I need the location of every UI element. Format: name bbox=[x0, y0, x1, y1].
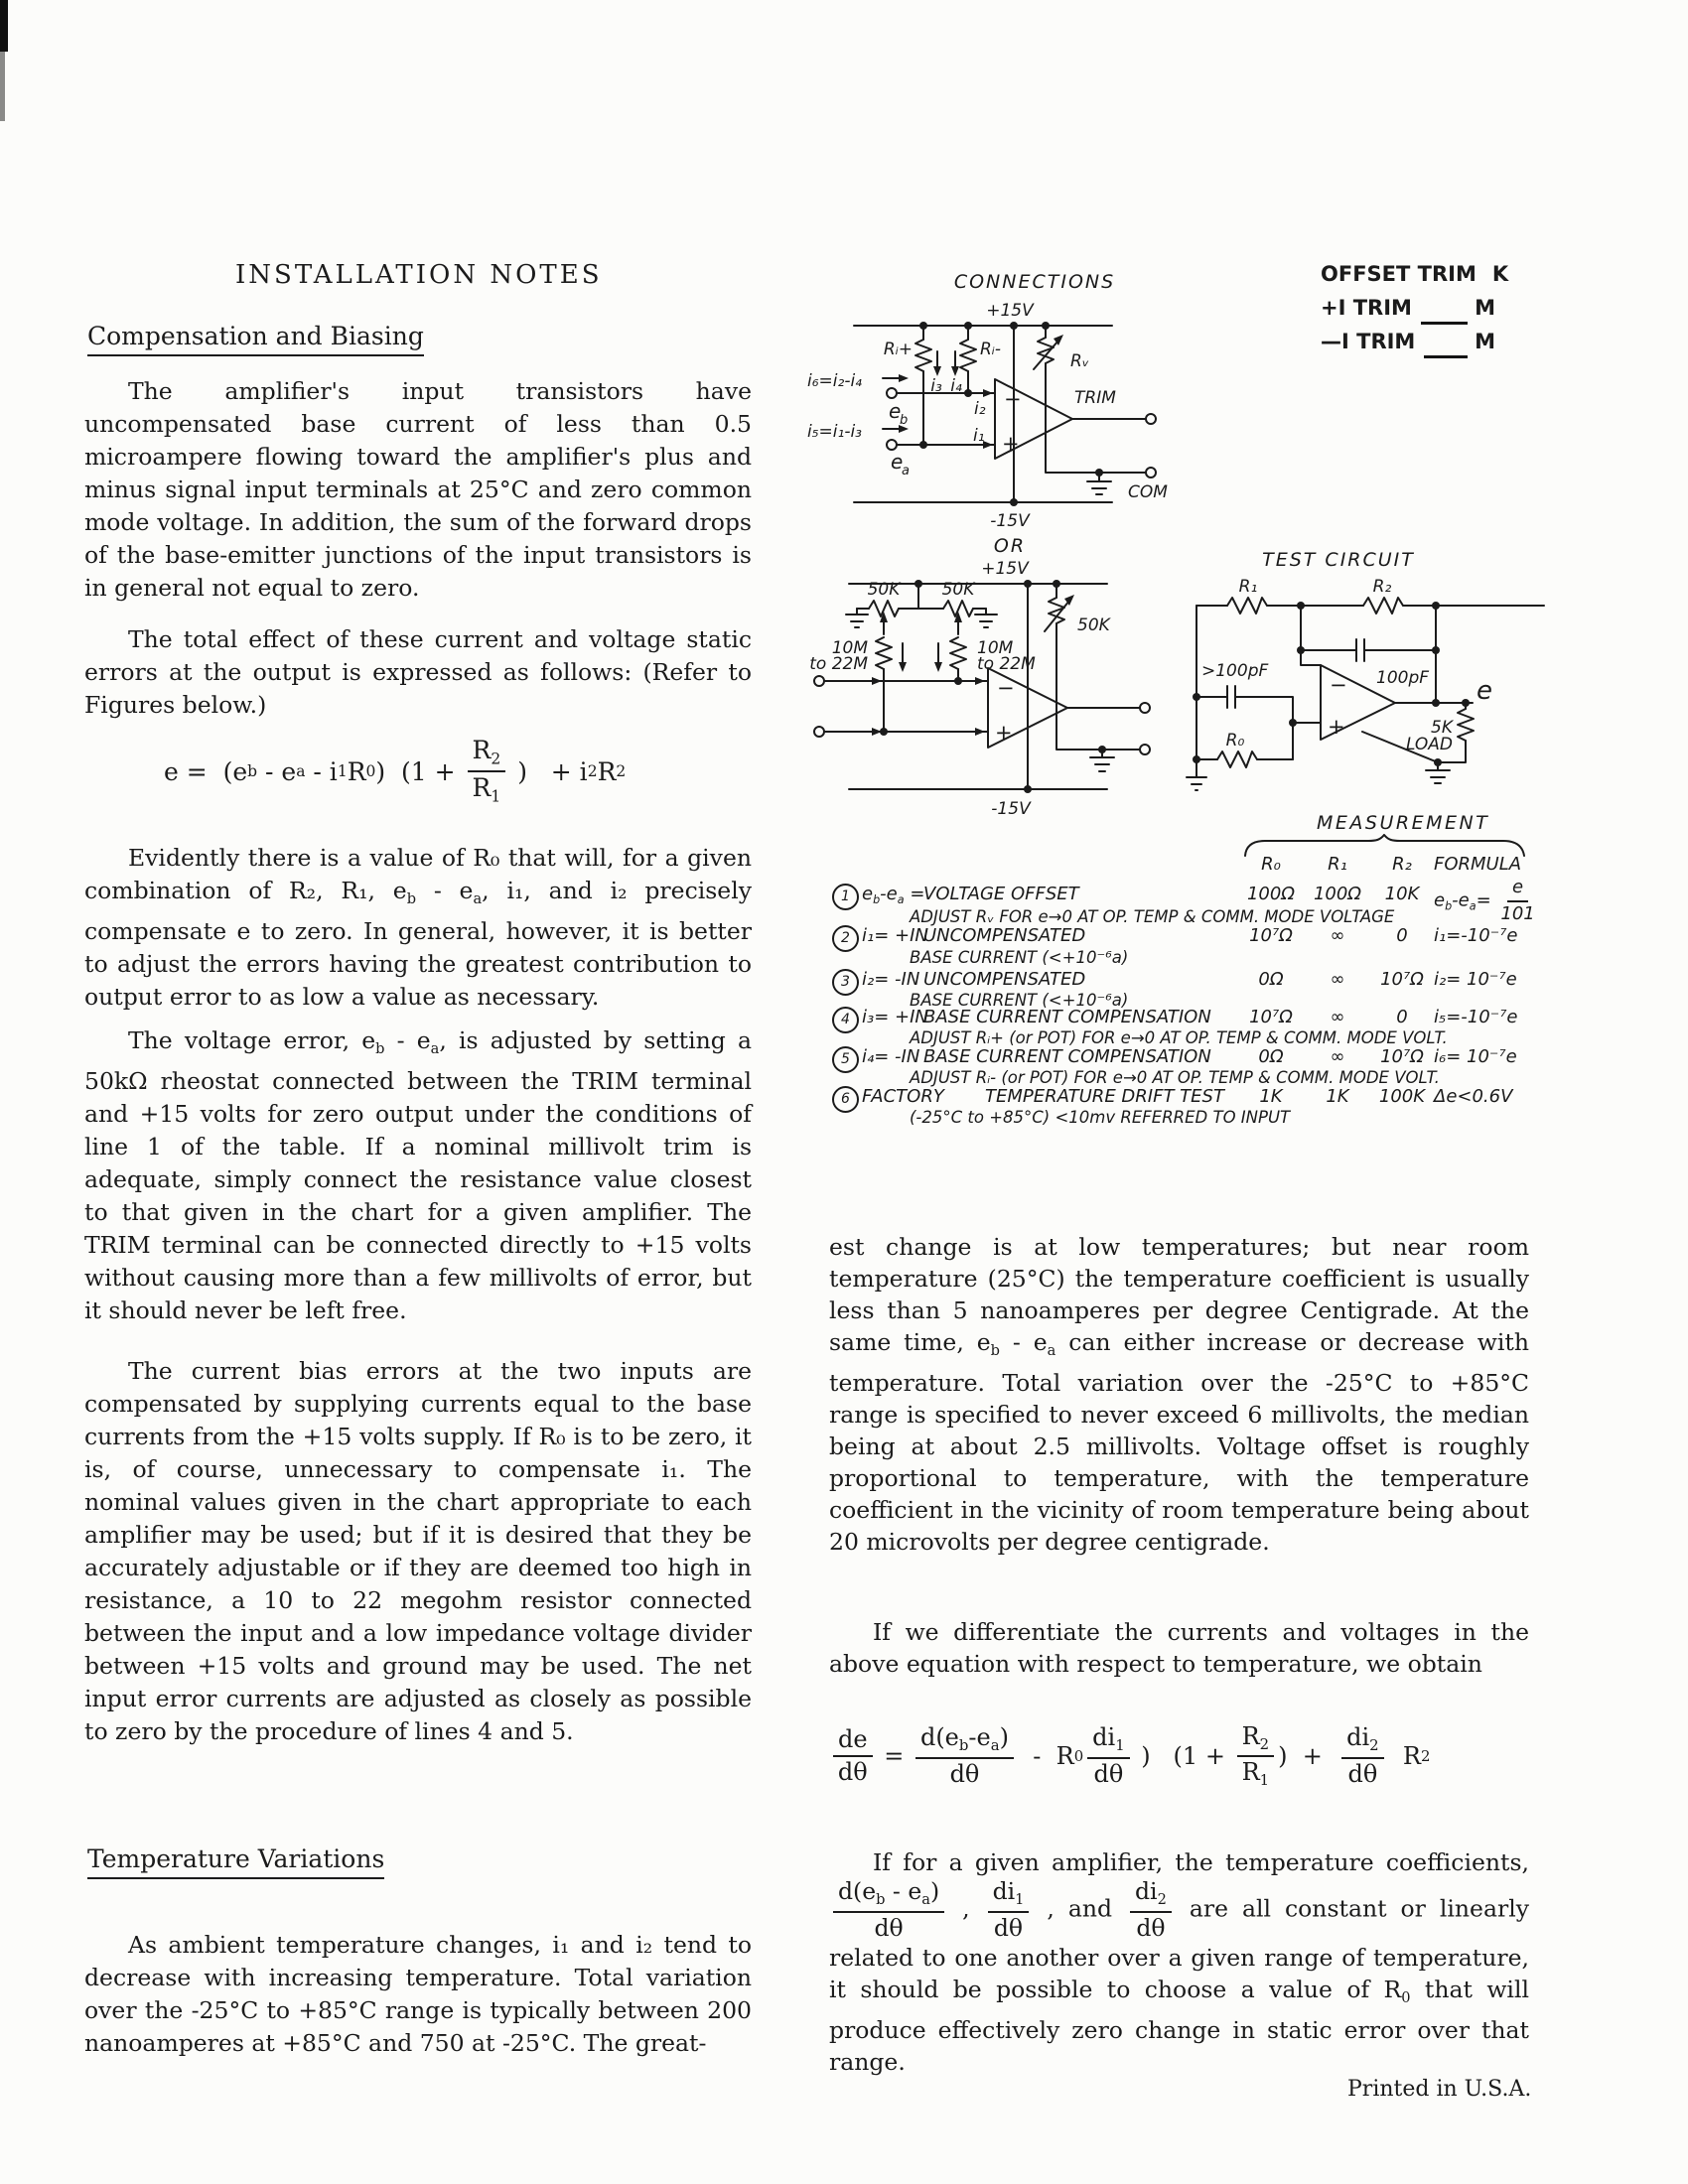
com-terminal-label: COM bbox=[1128, 482, 1168, 502]
minus-i-trim-unit: M bbox=[1475, 330, 1495, 353]
row-symbol: i₂= -IN bbox=[862, 969, 920, 990]
row-description-2: BASE CURRENT (<+10⁻⁶a) bbox=[910, 991, 1129, 1010]
res-right-value-2: to 22M bbox=[977, 654, 1036, 674]
r2-value: 0 bbox=[1396, 925, 1408, 946]
row-number: 5 bbox=[832, 1046, 859, 1073]
eb-input-label: e bbox=[889, 399, 902, 423]
minus15v-label: -15V bbox=[991, 799, 1031, 819]
row-description-2: BASE CURRENT (<+10⁻⁶a) bbox=[910, 948, 1129, 967]
r1-label: R₁ bbox=[1238, 577, 1258, 597]
opamp-minus-sign: − bbox=[997, 676, 1015, 700]
r1-value: ∞ bbox=[1330, 925, 1345, 946]
col-header-r0: R₀ bbox=[1261, 854, 1281, 875]
paragraph-4: The voltage error, $e_b - e_a$, is adjusted by setting a 50kΩ rheostat connected between the TRIM terminal and +15 volts for zero output under the conditions of line 1 of the table. If a nominal millivolt trim is adequate, simply connect the resistance value closest to that given in the chart for a given amplifier. The TRIM terminal can be connected directly to +15 volts without causing more than a few millivolts of error, but it should never be left free. bbox=[84, 1026, 752, 1325]
page-title: INSTALLATION NOTES bbox=[235, 260, 603, 290]
res-left-value-2: to 22M bbox=[809, 654, 868, 674]
res-left-value-1: 10M bbox=[831, 638, 868, 658]
offset-trim-label: OFFSET TRIM bbox=[1321, 262, 1477, 286]
paragraph-right-1: est change is at low temperatures; but near room temperature (25°C) the temperature coefficient is usually less than 5 nanoamperes per degree Centigrade. At the same time, $e_b - e_a$ can either increase or decrease with temperature. Total variation over the -25°C to +85°C range is specified to never exceed 6 millivolts, the median being at about 2.5 millivolts. Voltage offset is roughly proportional to temperature, with the temperature coefficient in the vicinity of room temperature being about 20 microvolts per degree centigrade. bbox=[829, 1233, 1530, 1557]
res-right-value-1: 10M bbox=[977, 638, 1014, 658]
row-number: 6 bbox=[832, 1086, 859, 1113]
r1-value: ∞ bbox=[1330, 1046, 1345, 1067]
feedback-cap-label: 100pF bbox=[1376, 668, 1430, 688]
plus-i-trim-blank bbox=[1421, 296, 1468, 325]
plus-i-trim-label: +I TRIM bbox=[1321, 296, 1412, 320]
col-header-r2: R₂ bbox=[1392, 854, 1412, 875]
r0-value: 1K bbox=[1259, 1086, 1283, 1107]
paragraph-5: The current bias errors at the two inputs are compensated by supplying currents equal to the base currents from the +15 volts supply. If R₀ is to be zero, it is, of course, unnecessary to compensate i₁. The nominal values given in the chart appropriate to each amplifier may be used; but if it is desired that they be accurately adjustable or if they are deemed too high in resistance, a 10 to 22 megohm resistor connected between the input and a low impedance voltage divider between +15 volts and ground may be used. The net input error currents are adjusted as closely as possible to zero by the procedure of lines 4 and 5. bbox=[84, 1357, 752, 1745]
test-circuit-diagram bbox=[1172, 536, 1594, 839]
formula-value: i₂= 10⁻⁷e bbox=[1434, 969, 1517, 990]
printed-in-usa: Printed in U.S.A. bbox=[1347, 2077, 1532, 2102]
row-description: BASE CURRENT COMPENSATION bbox=[923, 1046, 1211, 1067]
output-voltage-label: e bbox=[1477, 676, 1492, 706]
opamp-plus-sign: + bbox=[1002, 432, 1020, 456]
r0-value: 10⁷Ω bbox=[1249, 925, 1293, 946]
load-word-label: LOAD bbox=[1405, 735, 1453, 754]
plus-i-trim-unit: M bbox=[1475, 296, 1495, 320]
minus-i-trim-label: —I TRIM bbox=[1321, 330, 1416, 353]
rheostat-label: 50K bbox=[1077, 615, 1110, 635]
scan-artifact-2 bbox=[0, 52, 5, 121]
minus15v-label: -15V bbox=[990, 511, 1030, 531]
minus-i-trim-line bbox=[1321, 330, 1495, 363]
ri-minus-label: Rᵢ- bbox=[980, 340, 1001, 359]
row-description: VOLTAGE OFFSET bbox=[923, 884, 1079, 904]
r0-value: 10⁷Ω bbox=[1249, 1007, 1293, 1027]
pot-left-label: 50K bbox=[867, 580, 901, 600]
section-heading-compensation: Compensation and Biasing bbox=[87, 322, 424, 356]
i4-current-label: i₄ bbox=[950, 376, 962, 396]
paragraph-right-3: If for a given amplifier, the temperature coefficients, $\frac{d(e_b - e_a)}{d\theta}$ , $\frac{di_1}{d\theta}$ , and $\frac{di_2}{d\theta}$ are all constant or linearly related to one another over a given range of temperature, it should be possible to choose a value of $R_0$ that will produce effectively zero change in static error over that range. bbox=[829, 1848, 1529, 2076]
equation-static-error: e = (e b - e a - i 1 R 0 ) (1 + $\frac{R_2}{R_1}$ ) + i 2 R 2 bbox=[164, 736, 627, 806]
plus-i-trim-line bbox=[1321, 296, 1495, 330]
row-number: 2 bbox=[832, 925, 859, 952]
pot-right-label: 50K bbox=[941, 580, 975, 600]
formula-value: Δe<0.6V bbox=[1434, 1086, 1513, 1107]
scan-artifact bbox=[0, 0, 8, 52]
minus-i-trim-blank bbox=[1424, 330, 1468, 358]
opamp-plus-sign: + bbox=[1328, 715, 1345, 739]
paragraph-right-2: If we differentiate the currents and voltages in the above equation with respect to temperature, we obtain bbox=[829, 1618, 1529, 1678]
r1-value: 1K bbox=[1326, 1086, 1349, 1107]
diagram-title: CONNECTIONS bbox=[953, 271, 1116, 293]
plus15v-label: +15V bbox=[986, 301, 1034, 321]
row-number: 1 bbox=[832, 884, 859, 910]
r2-value: 10K bbox=[1384, 884, 1420, 904]
r0-label: R₀ bbox=[1225, 731, 1245, 751]
row-symbol: i₃= +IN bbox=[862, 1007, 928, 1027]
row-symbol: i₄= -IN bbox=[862, 1046, 920, 1067]
offset-trim-unit: K bbox=[1491, 262, 1509, 286]
paragraph-1: The amplifier's input transistors have uncompensated base current of less than 0.5 microampere flowing toward the amplifier's plus and minus signal input terminals at 25°C and zero common mode voltage. In addition, the sum of the forward drops of the base-emitter junctions of the input transistors is in general not equal to zero. bbox=[84, 377, 752, 602]
r1-value: ∞ bbox=[1330, 1007, 1345, 1027]
opamp-minus-sign: − bbox=[1004, 387, 1022, 411]
r2-value: 100K bbox=[1378, 1086, 1426, 1107]
r0-value: 0Ω bbox=[1258, 1046, 1284, 1067]
formula-value: i₁=-10⁻⁷e bbox=[1434, 925, 1518, 946]
paragraph-3: Evidently there is a value of R₀ that will, for a given combination of R₂, R₁, $e_b - e_a$, i₁, and i₂ precisely compensate e to zero. In general, however, it is better to adjust the errors having the greatest contribution to output error to as low a value as necessary. bbox=[84, 844, 753, 1012]
row-symbol: $e_b-e_a$ = bbox=[862, 884, 925, 906]
ea-subscript: a bbox=[902, 464, 910, 478]
r2-value: 10⁷Ω bbox=[1380, 1046, 1424, 1067]
load-value-label: 5K bbox=[1431, 718, 1453, 738]
col-header-formula: FORMULA bbox=[1434, 854, 1522, 875]
offset-trim-line bbox=[1321, 262, 1509, 296]
row-description: UNCOMPENSATED bbox=[923, 925, 1086, 946]
i2-current-label: i₂ bbox=[974, 399, 986, 419]
plus15v-label: +15V bbox=[981, 559, 1029, 579]
r1-value: 100Ω bbox=[1313, 884, 1362, 904]
ea-input-label: e bbox=[891, 450, 904, 474]
input-cap-label: >100pF bbox=[1201, 661, 1269, 681]
r0-value: 100Ω bbox=[1246, 884, 1296, 904]
row-description-2: (-25°C to +85°C) <10mv REFERRED TO INPUT bbox=[910, 1108, 1291, 1127]
paragraph-2: The total effect of these current and voltage static errors at the output is expressed as follows: (Refer to Figures below.) bbox=[84, 625, 752, 719]
row-description-2: ADJUST Rᵢ+ (or POT) FOR e→0 AT OP. TEMP & COMM. MODE VOLT. bbox=[910, 1028, 1448, 1047]
row-symbol: i₁= +IN bbox=[862, 925, 928, 946]
diagram-title: TEST CIRCUIT bbox=[1262, 549, 1415, 571]
row-description: TEMPERATURE DRIFT TEST bbox=[985, 1086, 1224, 1107]
measurement-table bbox=[826, 812, 1537, 1140]
row-description-2: ADJUST Rᵥ FOR e→0 AT OP. TEMP & COMM. MODE VOLTAGE bbox=[910, 907, 1395, 926]
r2-value: 0 bbox=[1396, 1007, 1408, 1027]
section-heading-temperature: Temperature Variations bbox=[87, 1844, 384, 1879]
row-symbol: FACTORY bbox=[862, 1086, 944, 1107]
opamp-minus-sign: − bbox=[1330, 673, 1347, 697]
row-number: 4 bbox=[832, 1007, 859, 1033]
rv-rheostat-label: Rᵥ bbox=[1070, 351, 1089, 371]
row-description: UNCOMPENSATED bbox=[923, 969, 1086, 990]
row-number: 3 bbox=[832, 969, 859, 996]
ri-plus-label: Rᵢ+ bbox=[883, 340, 913, 359]
row-description-2: ADJUST Rᵢ- (or POT) FOR e→0 AT OP. TEMP & COMM. MODE VOLT. bbox=[910, 1068, 1440, 1087]
formula-value: i₆= 10⁻⁷e bbox=[1434, 1046, 1517, 1067]
formula-value: $e_b-e_a=$ $\frac{e}{101}$ bbox=[1434, 877, 1535, 924]
paragraph-6: As ambient temperature changes, i₁ and i₂ tend to decrease with increasing temperature. Total variation over the -25°C to +85°C range is typically between 200 nanoamperes at +85°C and 750 at -25°C. The great- bbox=[84, 1931, 752, 2057]
i5-equation-label: i₅=i₁-i₃ bbox=[807, 422, 862, 442]
formula-value: i₅=-10⁻⁷e bbox=[1434, 1007, 1518, 1027]
r2-value: 10⁷Ω bbox=[1380, 969, 1424, 990]
row-description: BASE CURRENT COMPENSATION bbox=[923, 1007, 1211, 1027]
equation-derivative: $\frac{de}{d\theta}$ = $\frac{d(e_b-e_a)}{d\theta}$ - R 0 $\frac{di_1}{d\theta}$ ) (1 + $\frac{R_2}{R_1}$ ) + $\frac{di_2}{d\theta}$ R 2 bbox=[829, 1723, 1430, 1790]
r2-label: R₂ bbox=[1372, 577, 1392, 597]
opamp-plus-sign: + bbox=[995, 721, 1013, 745]
table-title: MEASUREMENT bbox=[1317, 812, 1490, 834]
r1-value: ∞ bbox=[1330, 969, 1345, 990]
trim-terminal-label: TRIM bbox=[1074, 388, 1116, 408]
r0-value: 0Ω bbox=[1258, 969, 1284, 990]
col-header-r1: R₁ bbox=[1328, 854, 1347, 875]
or-label: OR bbox=[993, 535, 1027, 557]
eb-subscript: b bbox=[900, 413, 909, 428]
i1-current-label: i₁ bbox=[973, 426, 985, 446]
connections-diagram bbox=[789, 256, 1291, 559]
i6-equation-label: i₆=i₂-i₄ bbox=[807, 371, 862, 391]
offset-trim-block bbox=[1321, 262, 1509, 363]
i3-current-label: i₃ bbox=[930, 376, 942, 396]
